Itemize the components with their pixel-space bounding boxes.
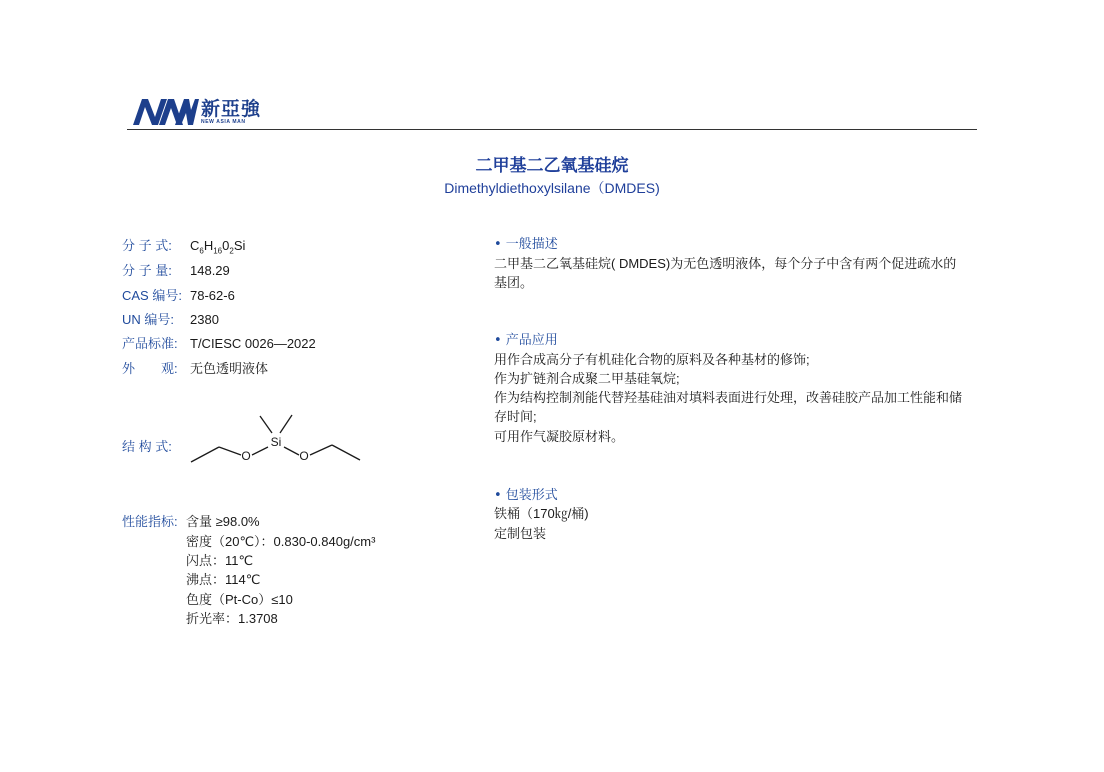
spec-line: 密度（20℃）：0.830-0.840g/cm³ (186, 534, 376, 549)
section-line: 定制包装 (494, 526, 547, 541)
bond (260, 416, 272, 433)
prop-value: 148.29 (190, 263, 230, 278)
spec-line: 沸点：114℃ (186, 572, 261, 587)
section-line: 用作合成高分子有机硅化合物的原料及各种基材的修饰; (494, 352, 810, 367)
section-line: 基团。 (494, 275, 534, 290)
structural-formula (186, 410, 366, 470)
logo-name-cn: 新亞強 (201, 98, 262, 120)
prop-value: 78-62-6 (190, 288, 235, 303)
prop-appearance (122, 358, 268, 377)
atom-oxygen-left: O (241, 449, 251, 463)
prop-label: 分 子 式: (122, 238, 172, 253)
spec-line: 折光率：1.3708 (186, 611, 278, 626)
prop-label: CAS 编号: (122, 288, 182, 303)
atom-oxygen-right: O (299, 449, 309, 463)
prop-un (122, 309, 219, 328)
section-line: 作为结构控制剂能代替羟基硅油对填料表面进行处理，改善硅胶产品加工性能和储 (494, 390, 963, 405)
section-line: 存时间; (494, 409, 537, 424)
prop-cas (122, 285, 235, 304)
bond (310, 445, 332, 455)
specs-label-row (122, 511, 190, 530)
section-heading-description: • 一般描述 (494, 237, 558, 252)
bond (191, 447, 219, 462)
prop-value: 2380 (190, 312, 219, 327)
product-title-en: Dimethyldiethoxylsilane（DMDES) (444, 180, 660, 196)
product-title-cn: 二甲基二乙氧基硅烷 (475, 156, 629, 176)
bond (252, 447, 268, 455)
prop-label: UN 编号: (122, 312, 175, 327)
section-heading-packaging: • 包装形式 (494, 488, 558, 503)
prop-label: 产品标准: (122, 336, 178, 351)
section-heading-application: • 产品应用 (494, 333, 558, 348)
header-divider (127, 129, 977, 130)
prop-label: 分 子 量: (122, 263, 172, 278)
section-line: 二甲基二乙氧基硅烷( DMDES)为无色透明液体，每个分子中含有两个促进疏水的 (494, 256, 957, 271)
company-logo (133, 98, 261, 126)
logo-text (201, 99, 261, 126)
molecular-formula: $C_6H_{16}0_2Si$ (190, 238, 246, 256)
atom-silicon: Si (270, 435, 282, 449)
prop-value: T/CIESC 0026—2022 (190, 336, 316, 351)
prop-standard (122, 333, 316, 352)
spec-line: 含量 ≥98.0% (186, 514, 260, 529)
prop-label: 外 观: (122, 361, 178, 376)
section-line: 铁桶（170㎏/桶) (494, 506, 589, 521)
bond (280, 415, 292, 433)
nam-logo-mark-icon (133, 98, 199, 126)
spec-line: 闪点：11℃ (186, 553, 254, 568)
bond (284, 447, 299, 455)
prop-formula (122, 235, 245, 256)
section-line: 作为扩链剂合成聚二甲基硅氧烷; (494, 371, 680, 386)
bond (332, 445, 360, 460)
structure-label-row (122, 436, 190, 455)
bond (219, 447, 241, 455)
prop-mol-weight (122, 260, 230, 279)
section-line: 可用作气凝胶原材料。 (494, 429, 625, 444)
specs-label: 性能指标: (122, 514, 178, 529)
structure-label: 结 构 式: (122, 439, 172, 454)
prop-value: 无色透明液体 (190, 361, 269, 376)
spec-line: 色度（Pt-Co）≤10 (186, 592, 293, 607)
logo-name-en: NEW ASIA MAN (201, 119, 246, 125)
